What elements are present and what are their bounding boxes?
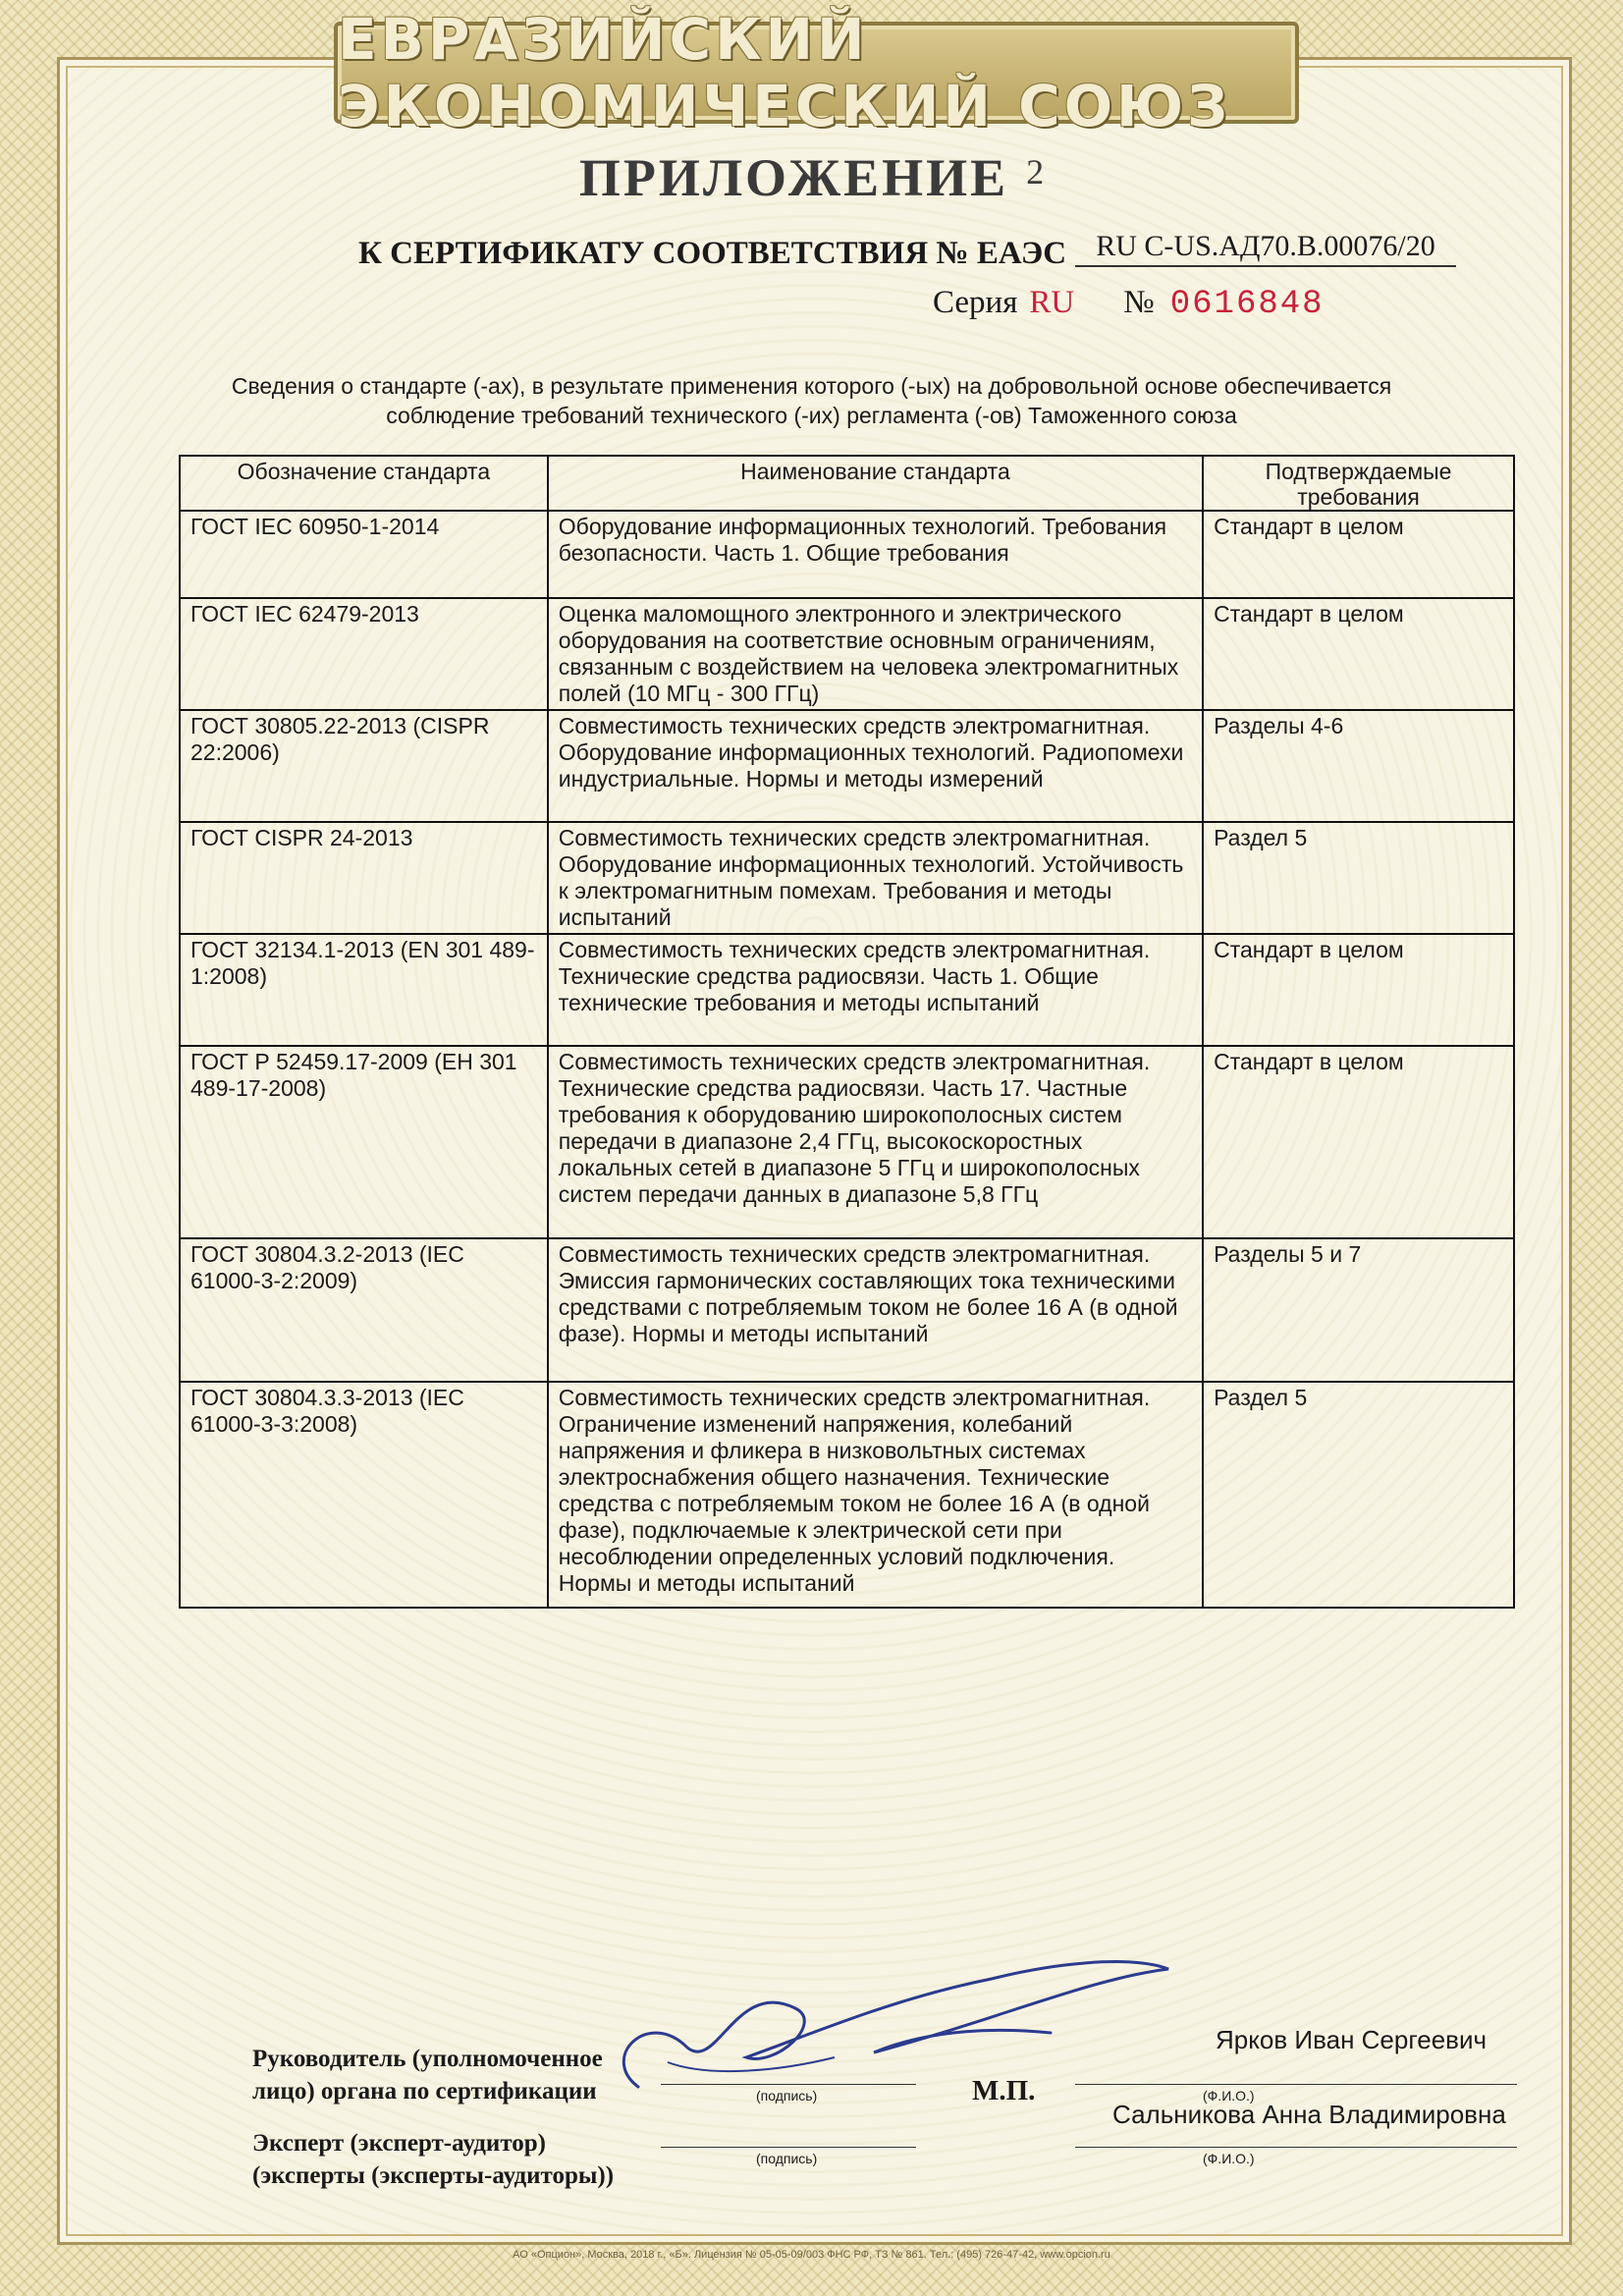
standard-name: Совместимость технических средств электромагнитная. Ограничение изменений напряжения, колебаний напряжения и фликера в низковольтных системах электроснабжения общего назначения. Технические средства с потребляемым током не более 16 А (в одной фазе), подключаемые к электрической сети при несоблюдении определенных условий подключения. Нормы и методы испытаний	[548, 1382, 1203, 1608]
head-name: Ярков Иван Сергеевич	[1216, 2025, 1488, 2054]
header-requirements: Подтверждаемые требования	[1203, 456, 1514, 511]
expert-name: Сальникова Анна Владимировна	[1112, 2100, 1506, 2129]
standard-name: Совместимость технических средств электромагнитная. Оборудование информационных технологий. Устойчивость к электромагнитным помехам. Требования и методы испытаний	[548, 822, 1203, 934]
table-row	[180, 511, 1514, 598]
series-code: RU	[1029, 285, 1075, 320]
appendix-title: ПРИЛОЖЕНИЕ	[578, 148, 1009, 207]
expert-fio-caption: (Ф.И.О.)	[1203, 2151, 1255, 2166]
standard-code: ГОСТ 30804.3.2-2013 (IEC 61000-3-2:2009)	[180, 1238, 548, 1382]
standard-name: Оборудование информационных технологий. Требования безопасности. Часть 1. Общие требования	[548, 511, 1203, 598]
intro-text: Сведения о стандарте (-ах), в результате применения которого (-ых) на добровольной основе обеспечивается соблюдение требований технического (-их) регламента (-ов) Таможенного союза	[231, 373, 1392, 428]
standards-table	[179, 455, 1515, 1609]
table-row	[180, 710, 1514, 822]
form-number: 0616848	[1169, 286, 1325, 323]
standard-code: ГОСТ CISPR 24-2013	[180, 822, 548, 934]
head-sign-caption: (подпись)	[756, 2088, 818, 2104]
table-row	[180, 1238, 1514, 1382]
expert-sign-caption: (подпись)	[756, 2151, 818, 2166]
expert-fio-line	[1075, 2147, 1517, 2148]
standard-code: ГОСТ 32134.1-2013 (EN 301 489-1:2008)	[180, 934, 548, 1046]
certificate-label: К СЕРТИФИКАТУ СООТВЕТСТВИЯ № ЕАЭС	[358, 236, 1067, 271]
standard-name: Совместимость технических средств электромагнитная. Оборудование информационных технологий. Радиопомехи индустриальные. Нормы и методы измерений	[548, 710, 1203, 822]
series-line	[933, 285, 1325, 323]
table-row	[180, 1046, 1514, 1238]
head-label: Руководитель (уполномоченное лицо) органа по сертификации	[252, 2046, 603, 2105]
standard-name: Совместимость технических средств электромагнитная. Технические средства радиосвязи. Часть 17. Частные требования к оборудованию широкополосных систем передачи в диапазоне 2,4 ГГц, высокоскоростных локальных сетей в диапазоне 5 ГГц и широкополосных систем передачи данных в диапазоне 5,8 ГГц	[548, 1046, 1203, 1238]
standard-code: ГОСТ Р 52459.17-2009 (ЕН 301 489-17-2008)	[180, 1046, 548, 1238]
table-row	[180, 934, 1514, 1046]
standard-code: ГОСТ IEC 62479-2013	[180, 598, 548, 710]
appendix-number: 2	[1026, 152, 1045, 191]
standard-requirements: Стандарт в целом	[1203, 511, 1514, 598]
standard-requirements: Разделы 5 и 7	[1203, 1238, 1514, 1382]
standard-requirements: Раздел 5	[1203, 822, 1514, 934]
union-title: ЕВРАЗИЙСКИЙ ЭКОНОМИЧЕСКИЙ СОЮЗ	[338, 6, 1232, 139]
table-row	[180, 822, 1514, 934]
signature-stroke	[623, 1962, 1168, 2087]
head-fio-caption: (Ф.И.О.)	[1203, 2088, 1255, 2104]
certificate-number: RU C-US.АД70.В.00076/20	[1075, 230, 1456, 267]
standard-name: Совместимость технических средств электромагнитная. Эмиссия гармонических составляющих тока техническими средствами с потребляемым током не более 16 А (в одной фазе). Нормы и методы испытаний	[548, 1238, 1203, 1382]
certificate-line	[358, 230, 1458, 272]
standard-requirements: Стандарт в целом	[1203, 1046, 1514, 1238]
expert-label: Эксперт (эксперт-аудитор) (эксперты (эксперты-аудиторы))	[252, 2130, 615, 2189]
standard-requirements: Стандарт в целом	[1203, 934, 1514, 1046]
standard-name: Оценка маломощного электронного и электрического оборудования на соответствие основным ограничениям, связанным с воздействием на человека электромагнитных полей (10 МГц - 300 ГГц)	[548, 598, 1203, 710]
handwritten-signature	[579, 1940, 1208, 2106]
number-label: №	[1123, 285, 1155, 320]
header-code: Обозначение стандарта	[180, 456, 548, 511]
union-banner	[334, 6, 1299, 139]
page-title	[0, 147, 1623, 208]
standard-name: Совместимость технических средств электромагнитная. Технические средства радиосвязи. Часть 1. Общие технические требования и методы испытаний	[548, 934, 1203, 1046]
standard-requirements: Стандарт в целом	[1203, 598, 1514, 710]
expert-sign-line	[661, 2147, 916, 2148]
table-row	[180, 1382, 1514, 1608]
standard-code: ГОСТ 30805.22-2013 (CISPR 22:2006)	[180, 710, 548, 822]
standard-code: ГОСТ 30804.3.3-2013 (IEC 61000-3-3:2008)	[180, 1382, 548, 1608]
standard-code: ГОСТ IEC 60950-1-2014	[180, 511, 548, 598]
table-header-row	[180, 456, 1514, 511]
printer-imprint: АО «Опцион», Москва, 2018 г., «Б». Лицензия № 05-05-09/003 ФНС РФ, ТЗ № 861. Тел.: (495) 726-47-42, www.opcion.ru	[513, 2249, 1110, 2261]
table-row	[180, 598, 1514, 710]
standard-requirements: Разделы 4-6	[1203, 710, 1514, 822]
stamp-place: М.П.	[972, 2075, 1036, 2106]
series-label: Серия	[933, 285, 1018, 320]
header-name: Наименование стандарта	[548, 456, 1203, 511]
standard-requirements: Раздел 5	[1203, 1382, 1514, 1608]
